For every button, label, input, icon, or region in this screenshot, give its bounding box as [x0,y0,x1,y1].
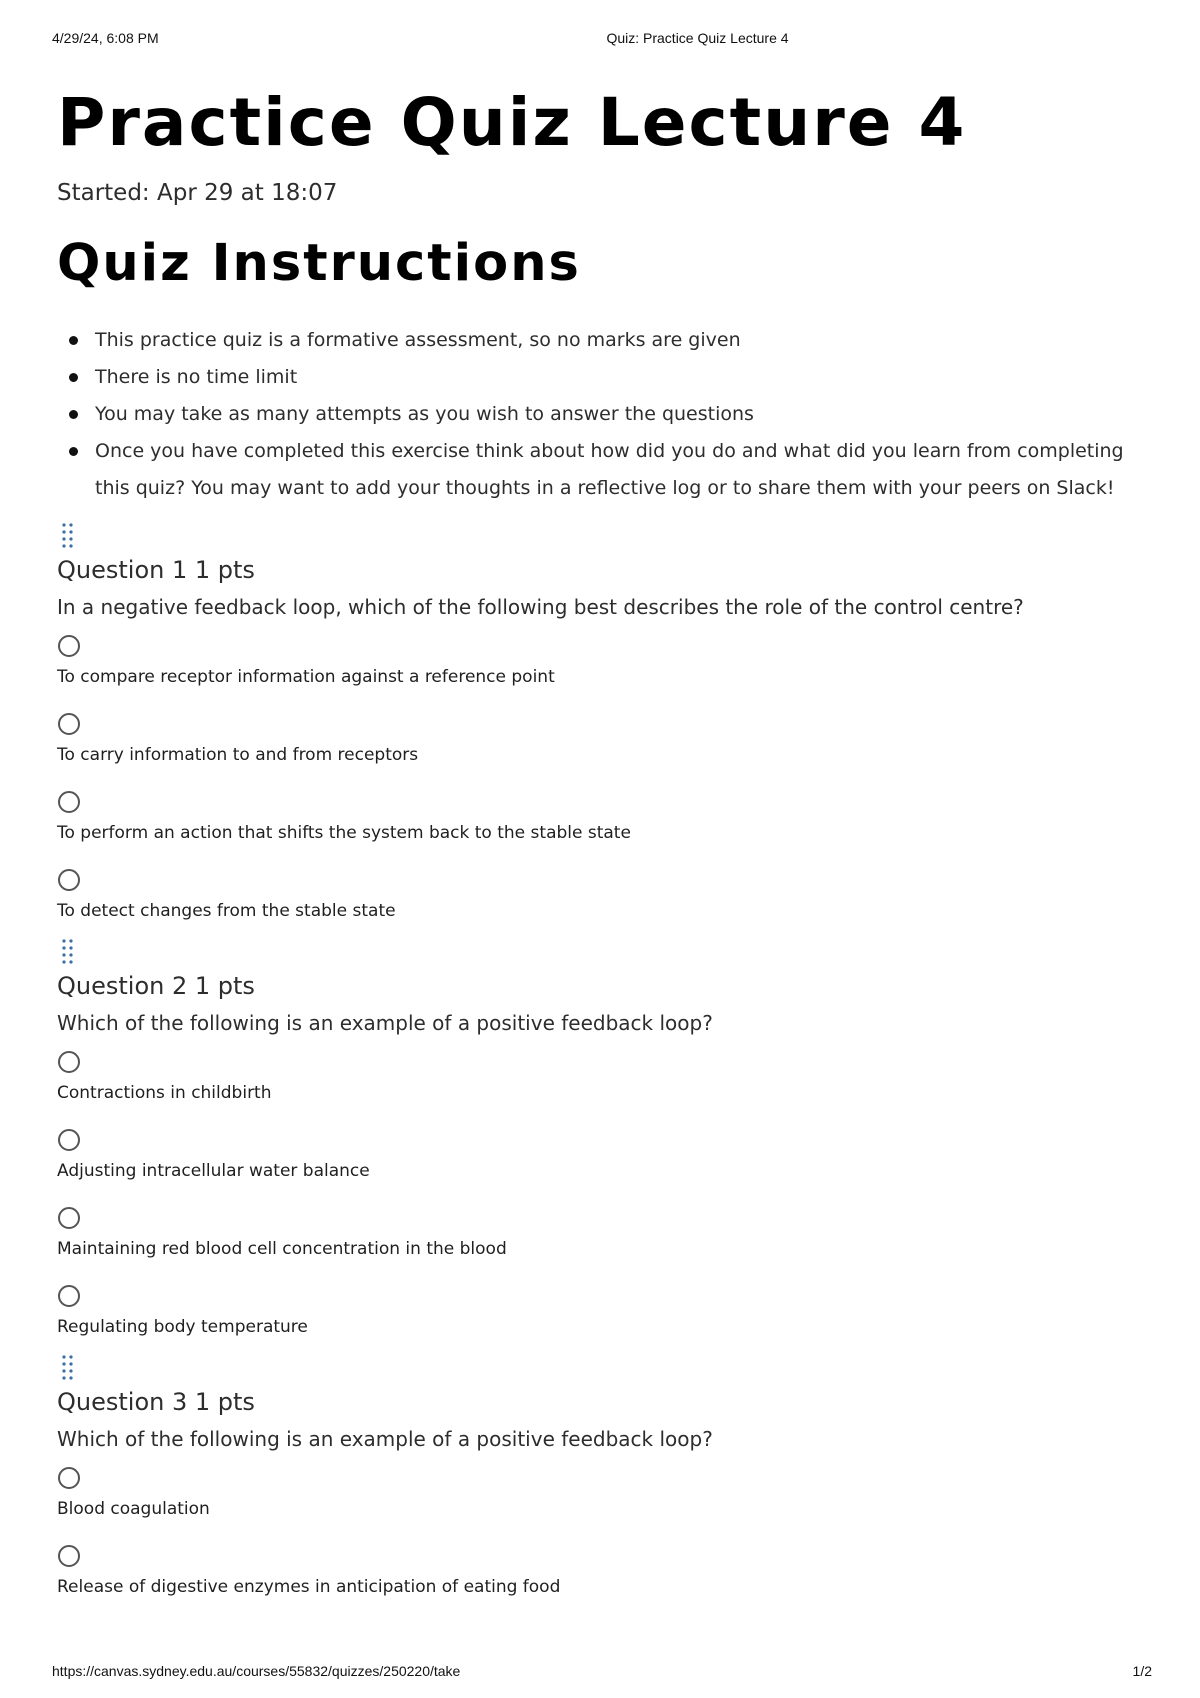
radio-button[interactable] [58,1545,80,1567]
answer-option[interactable] [57,635,1137,701]
answer-label[interactable]: Contractions in childbirth [57,1083,272,1103]
question-header: Question 3 1 pts [57,1388,255,1416]
radio-button[interactable] [58,1467,80,1489]
started-timestamp: Started: Apr 29 at 18:07 [57,180,338,206]
instruction-item: You may take as many attempts as you wish to answer the questions [95,396,1137,433]
answer-option[interactable] [57,1467,1137,1533]
drag-handle-icon[interactable] [61,1353,75,1381]
radio-button[interactable] [58,791,80,813]
drag-handle-icon[interactable] [61,521,75,549]
radio-button[interactable] [58,635,80,657]
print-page-number: 1/2 [1132,1663,1152,1679]
question-2 [57,937,1137,1351]
radio-button[interactable] [58,713,80,735]
question-text: In a negative feedback loop, which of the following best describes the role of the control centre? [57,595,1024,619]
answer-option[interactable] [57,791,1137,857]
quiz-content [57,78,1137,1611]
answer-label[interactable]: To compare receptor information against a reference point [57,667,555,687]
answer-option[interactable] [57,1051,1137,1117]
answer-option[interactable] [57,1285,1137,1351]
print-header [0,30,1200,48]
print-url: https://canvas.sydney.edu.au/courses/55832/quizzes/250220/take [52,1663,461,1679]
answer-label[interactable]: Blood coagulation [57,1499,210,1519]
answer-option[interactable] [57,1545,1137,1611]
print-datetime: 4/29/24, 6:08 PM [52,30,159,46]
question-header: Question 1 1 pts [57,556,255,584]
radio-button[interactable] [58,869,80,891]
question-header: Question 2 1 pts [57,972,255,1000]
answer-option[interactable] [57,1207,1137,1273]
instructions-heading: Quiz Instructions [57,234,581,293]
answer-label[interactable]: Release of digestive enzymes in anticipation of eating food [57,1577,561,1597]
answer-label[interactable]: To carry information to and from receptors [57,745,419,765]
answer-option[interactable] [57,1129,1137,1195]
answer-label[interactable]: Regulating body temperature [57,1317,308,1337]
answer-option[interactable] [57,869,1137,935]
radio-button[interactable] [58,1207,80,1229]
question-1 [57,521,1137,935]
instruction-item: There is no time limit [95,359,1137,396]
answer-label[interactable]: To detect changes from the stable state [57,901,396,921]
instruction-item: This practice quiz is a formative assessment, so no marks are given [95,322,1137,359]
instruction-item: Once you have completed this exercise think about how did you do and what did you learn from completing this quiz? You may want to add your thoughts in a reflective log or to share them with your peers on Slack! [95,433,1137,507]
answer-label[interactable]: To perform an action that shifts the system back to the stable state [57,823,631,843]
radio-button[interactable] [58,1285,80,1307]
question-text: Which of the following is an example of a positive feedback loop? [57,1427,713,1451]
radio-button[interactable] [58,1129,80,1151]
answer-label[interactable]: Maintaining red blood cell concentration in the blood [57,1239,507,1259]
print-page-title: Quiz: Practice Quiz Lecture 4 [606,30,789,46]
answer-label[interactable]: Adjusting intracellular water balance [57,1161,370,1181]
radio-button[interactable] [58,1051,80,1073]
answer-option[interactable] [57,713,1137,779]
page-title: Practice Quiz Lecture 4 [57,84,967,161]
question-text: Which of the following is an example of a positive feedback loop? [57,1011,713,1035]
instructions-list [57,322,1137,507]
drag-handle-icon[interactable] [61,937,75,965]
print-footer [0,1663,1200,1681]
question-3 [57,1353,1137,1611]
